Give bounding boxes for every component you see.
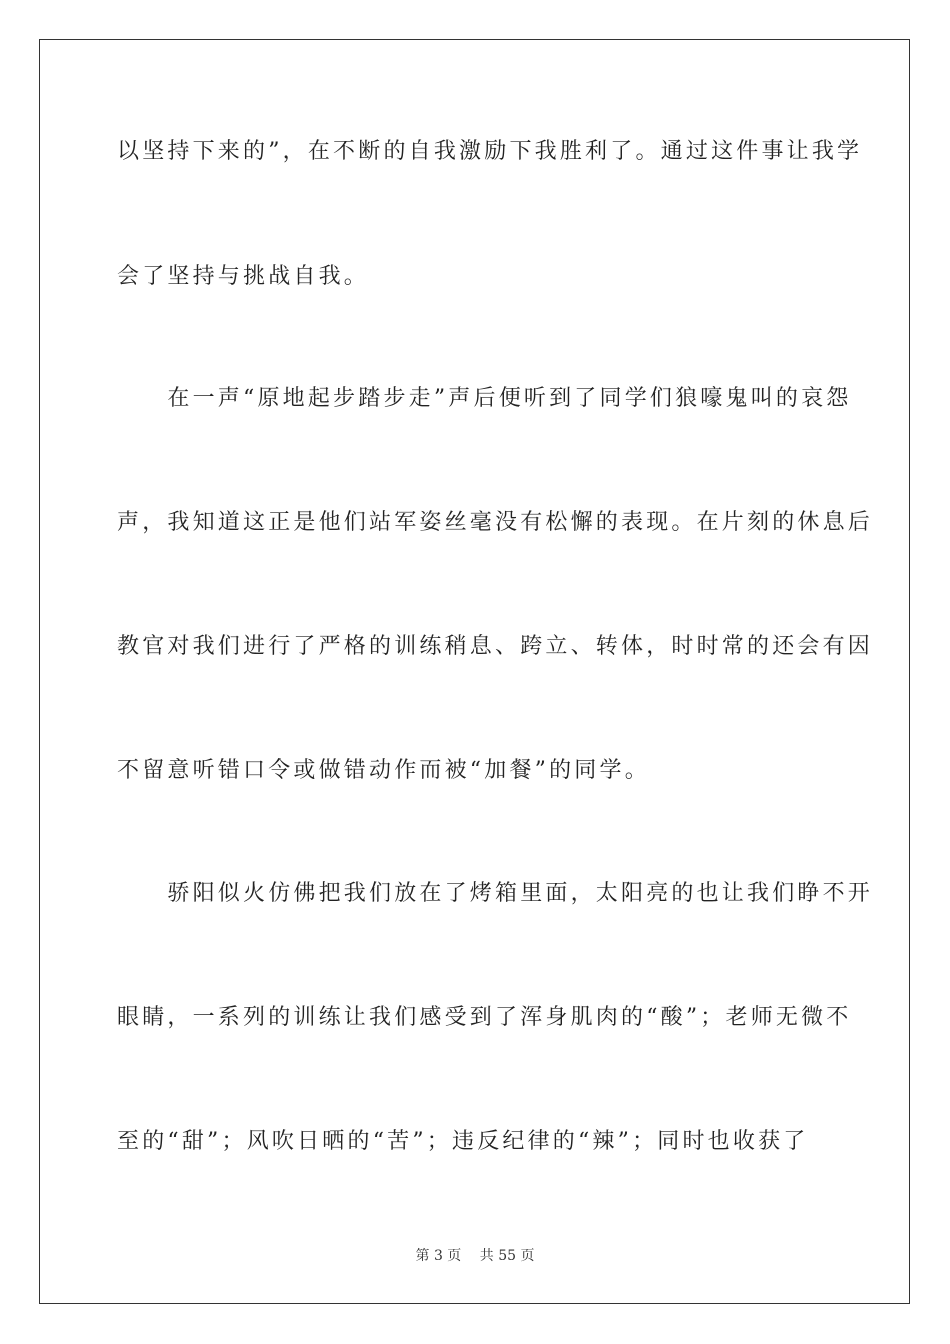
text-line: 骄阳似火仿佛把我们放在了烤箱里面，太阳亮的也让我们睁不开 bbox=[117, 881, 874, 906]
text-line: 在一声“原地起步踏步走”声后便听到了同学们狼嚎鬼叫的哀怨 bbox=[117, 386, 852, 411]
page-number-footer: 第 3 页 共 55 页 bbox=[415, 1248, 535, 1264]
text-line: 会了坚持与挑战自我。 bbox=[117, 264, 370, 289]
page-frame bbox=[39, 39, 910, 1304]
text-line: 教官对我们进行了严格的训练稍息、跨立、转体，时时常的还会有因 bbox=[117, 634, 874, 659]
text-line: 至的“甜”；风吹日晒的“苦”；违反纪律的“辣”；同时也收获了 bbox=[117, 1129, 809, 1154]
text-line: 以坚持下来的”，在不断的自我激励下我胜利了。通过这件事让我学 bbox=[117, 139, 863, 164]
text-line: 声，我知道这正是他们站军姿丝毫没有松懈的表现。在片刻的休息后 bbox=[117, 510, 874, 535]
text-line: 不留意听错口令或做错动作而被“加餐”的同学。 bbox=[117, 758, 650, 783]
text-line: 眼睛，一系列的训练让我们感受到了浑身肌肉的“酸”；老师无微不 bbox=[117, 1005, 852, 1030]
